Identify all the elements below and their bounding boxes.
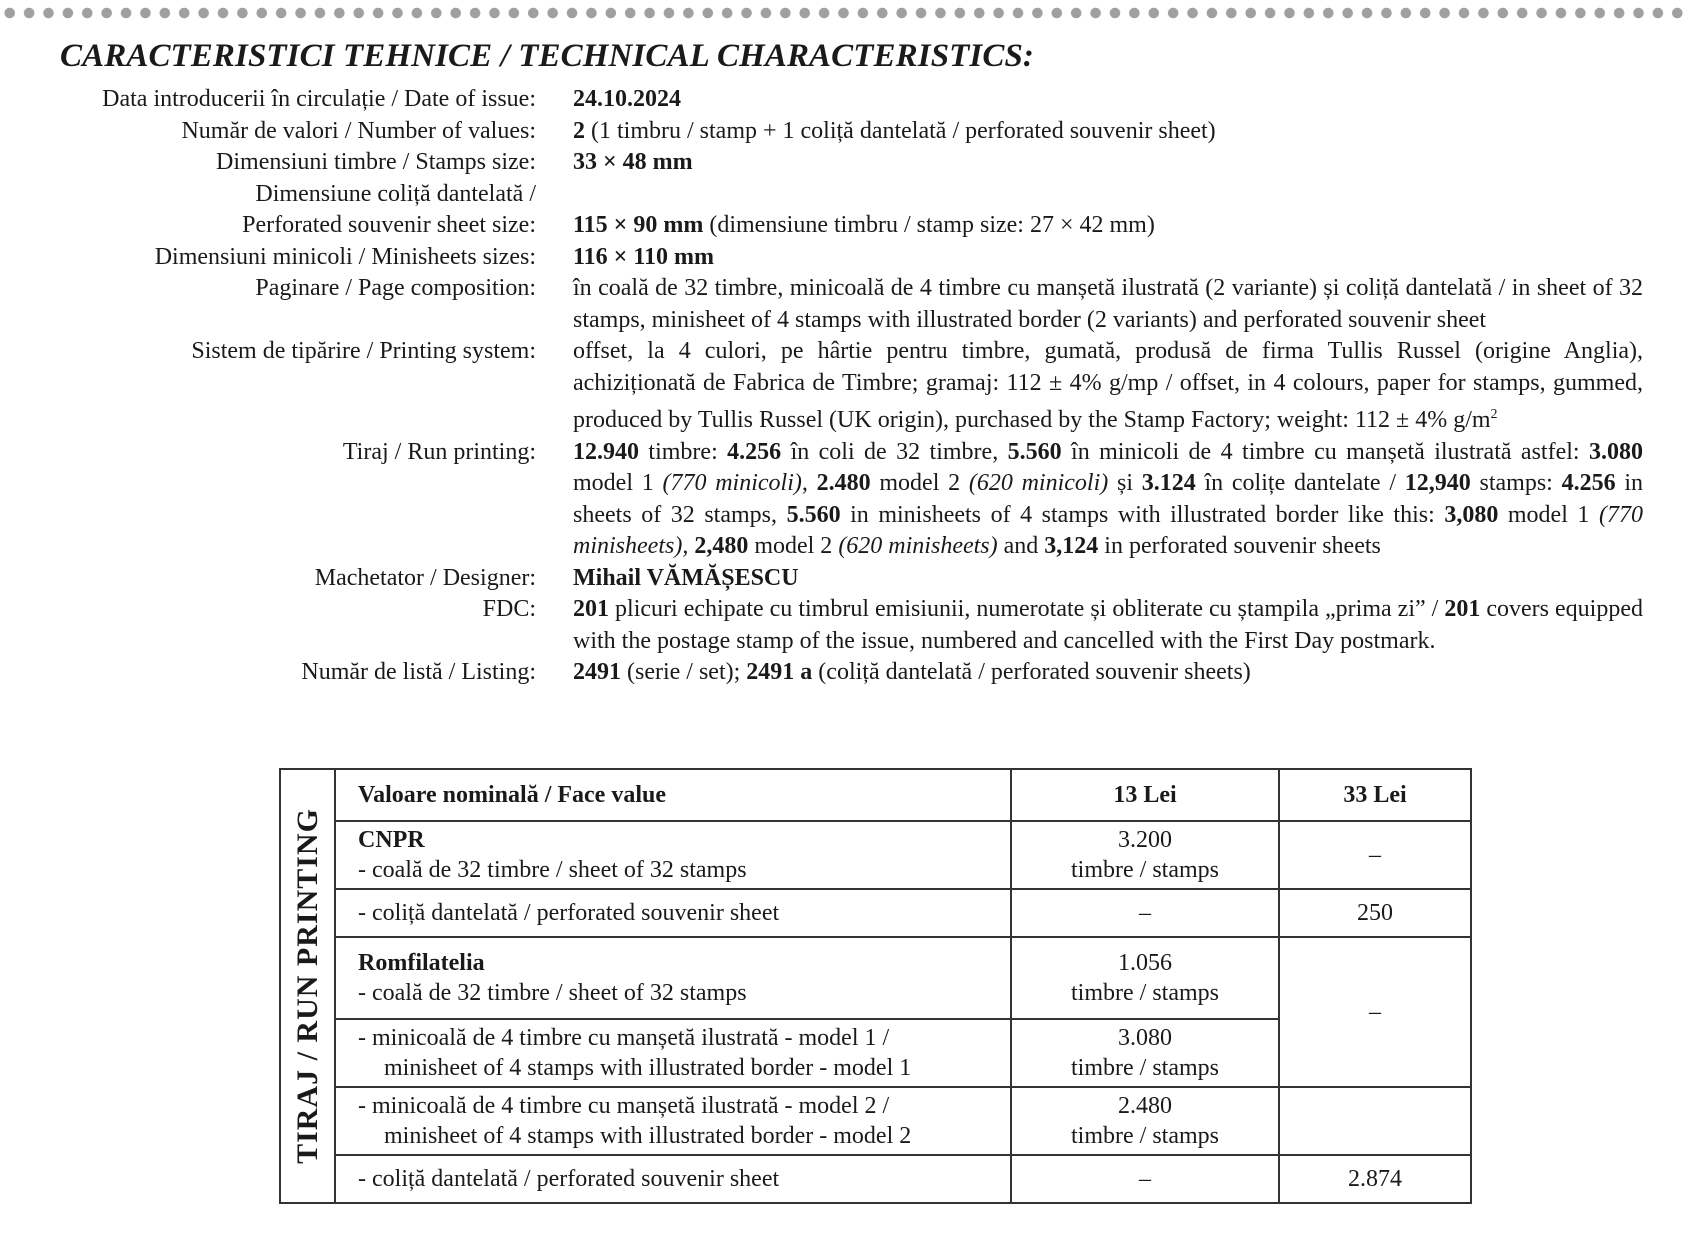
table-header-row [280,769,1471,821]
spec-row-run-printing [40,437,1643,563]
spec-row-values [40,116,1640,148]
spec-row-listing [40,657,1640,689]
table-cell: 250 [1279,889,1471,937]
table-cell: Romfilatelia - coală de 32 timbre / sheet of 32 stamps [335,937,1011,1019]
spec-label: Număr de listă / Listing: [301,659,536,685]
table-cell: 3.080 timbre / stamps [1011,1019,1279,1087]
table-row [280,1087,1471,1155]
spec-label: FDC: [482,596,536,622]
spec-label: Machetator / Designer: [314,564,536,591]
spec-row-sheet-size [40,179,1640,242]
spec-label: Număr de valori / Number of values: [181,117,536,144]
table-cell: – [1279,821,1471,889]
table-cell: – [1011,889,1279,937]
table-header: 33 Lei [1279,769,1471,821]
spec-value: în coală de 32 timbre, minicoală de 4 timbre cu manșetă ilustrată (2 variante) și coliță dantelată / in sheet of 32 stamps, minisheet of 4 stamps with illustrated border (2 variants) and perforated souvenir sheet [573,275,1643,333]
spec-value: 115 × 90 mm (dimensiune timbru / stamp size: 27 × 42 mm) [573,212,1155,238]
table-cell: – [1011,1155,1279,1203]
table-cell: - coliță dantelată / perforated souvenir sheet [335,1155,1011,1203]
spec-row-stamps-size [40,147,1640,179]
spec-label: Sistem de tipărire / Printing system: [191,338,536,364]
spec-label: Dimensiuni minicoli / Minisheets sizes: [154,243,536,270]
spec-label: Paginare / Page composition: [255,275,536,301]
table-cell: – [1279,937,1471,1087]
table-cell: 3.200 timbre / stamps [1011,821,1279,889]
table-cell [1279,1087,1471,1155]
table-row [280,1155,1471,1203]
table-cell: - minicoală de 4 timbre cu manșetă ilustrată - model 1 / minisheet of 4 stamps with illustrated border - model 1 [335,1019,1011,1087]
spec-row-page-composition [40,273,1643,336]
table-row [280,937,1471,1019]
dotted-border [0,6,1687,20]
spec-row-printing-system [40,336,1643,437]
spec-value: 33 × 48 mm [573,149,693,175]
table-cell: CNPR - coală de 32 timbre / sheet of 32 stamps [335,821,1011,889]
table-header: 13 Lei [1011,769,1279,821]
page-title: CARACTERISTICI TEHNICE / TECHNICAL CHARACTERISTICS: [60,38,1035,74]
spec-value: 201 plicuri echipate cu timbrul emisiunii, numerotate și obliterate cu ștampila „prima zi” / 201 covers equipped with the postage stamp of the issue, numbered and cancelled with the First Day postmark. [573,596,1643,654]
spec-label: Tiraj / Run printing: [342,438,536,465]
table-header: Valoare nominală / Face value [335,769,1011,821]
run-printing-table [279,768,1472,1204]
spec-row-fdc [40,594,1643,657]
spec-value: 116 × 110 mm [573,243,715,270]
spec-row-date [40,84,1640,116]
table-row [280,889,1471,937]
spec-label: Dimensiune coliță dantelată / Perforated souvenir sheet size: [242,180,536,238]
table-side-label: TIRAJ / RUN PRINTING [280,769,335,1203]
table-cell: 2.480 timbre / stamps [1011,1087,1279,1155]
spec-row-designer [40,563,1640,595]
spec-value: 24.10.2024 [573,86,681,112]
spec-row-minisheet-size [40,242,1640,274]
table-cell: 2.874 [1279,1155,1471,1203]
specs-list [40,84,1643,689]
table-cell: - coliță dantelată / perforated souvenir sheet [335,889,1011,937]
spec-value: 12.940 timbre: 4.256 în coli de 32 timbre, 5.560 în minicoli de 4 timbre cu manșetă ilustrată astfel: 3.080 model 1 (770 minicoli), 2.480 model 2 (620 minicoli) și 3.124 în colițe dantelate / 12,940 stamps: 4.256 in sheets of 32 stamps, 5.560 in minisheets of 4 stamps with illustrated border like this: 3,080 model 1 (770 minisheets), 2,480 model 2 (620 minisheets) and 3,124 in perforated souvenir sheets [573,438,1643,559]
spec-value: Mihail VĂMĂȘESCU [573,564,799,591]
spec-value: 2 (1 timbru / stamp + 1 coliță dantelată / perforated souvenir sheet) [573,117,1216,144]
spec-value: offset, la 4 culori, pe hârtie pentru timbre, gumată, produsă de firma Tullis Russel (origine Anglia), achiziționată de Fabrica de Timbre; gramaj: 112 ± 4% g/mp / offset, in 4 colours, paper for stamps, gummed, produced by Tullis Russel (UK origin), purchased by the Stamp Factory; weight: 112 ± 4% $g/m^2$ [573,338,1643,433]
spec-label: Data introducerii în circulație / Date of issue: [102,86,536,112]
table-cell: 1.056 timbre / stamps [1011,937,1279,1019]
spec-value: 2491 (serie / set); 2491 a (coliță dantelată / perforated souvenir sheets) [573,659,1251,685]
table-cell: - minicoală de 4 timbre cu manșetă ilustrată - model 2 / minisheet of 4 stamps with illustrated border - model 2 [335,1087,1011,1155]
table-row [280,821,1471,889]
spec-label: Dimensiuni timbre / Stamps size: [216,149,536,175]
